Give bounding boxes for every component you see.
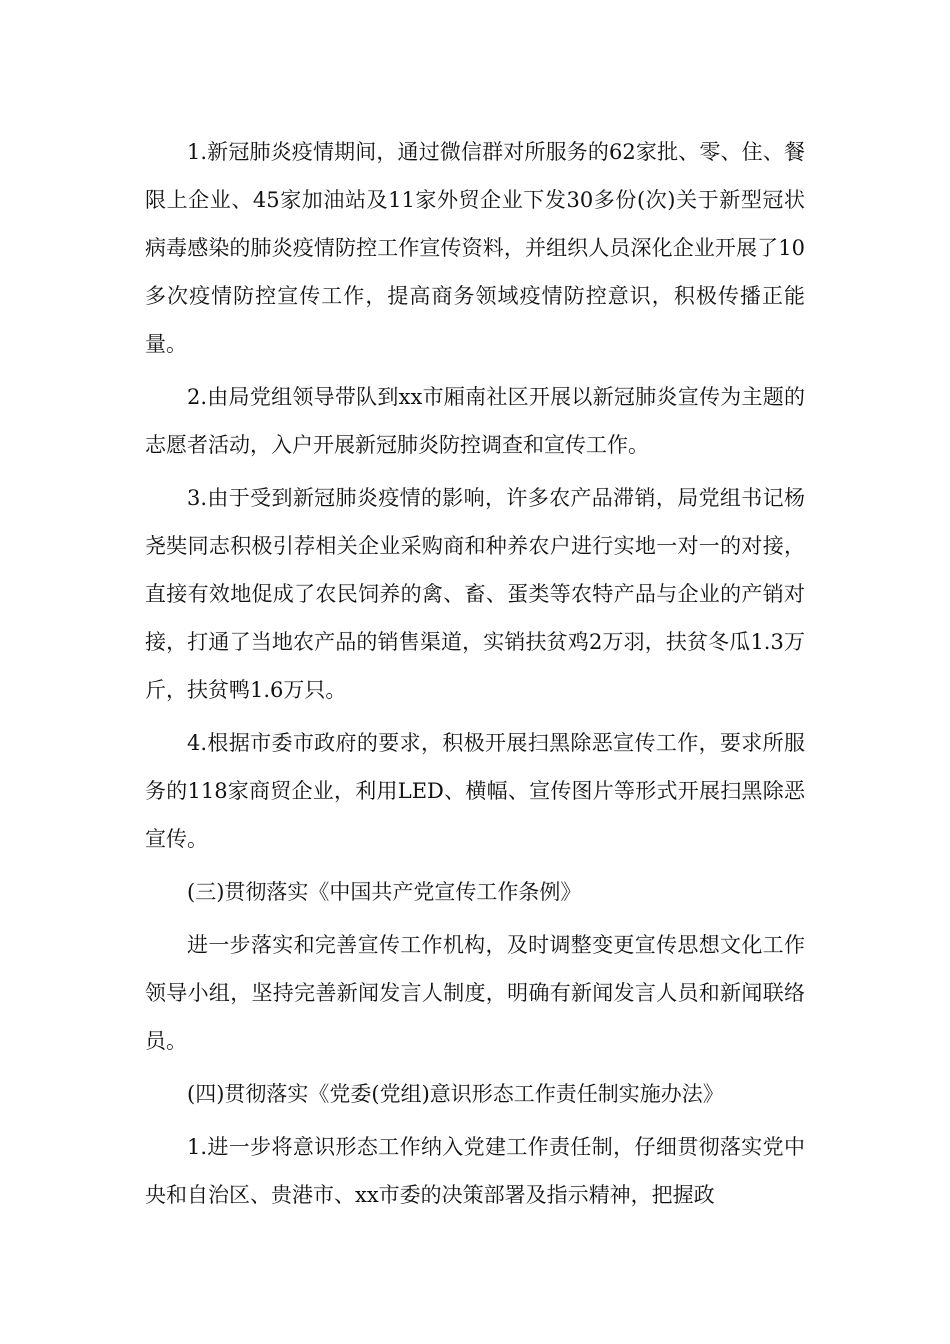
paragraph-1: 1.新冠肺炎疫情期间，通过微信群对所服务的62家批、零、住、餐限上企业、45家加油站及11家外贸企业下发30多份(次)关于新型冠状病毒感染的肺炎疫情防控工作宣传资料，并组织人员深化企业开展了10多次疫情防控宣传工作，提高商务领域疫情防控意识，积极传播正能量。 [145,140,805,356]
document-body [145,128,805,1224]
paragraph-5: 进一步落实和完善宣传工作机构，及时调整变更宣传思想文化工作领导小组，坚持完善新闻发言人制度，明确有新闻发言人员和新闻联络员。 [145,933,805,1053]
paragraph-6: 1.进一步将意识形态工作纳入党建工作责任制，仔细贯彻落实党中央和自治区、贵港市、xx市委的决策部署及指示精神，把握政 [145,1135,805,1207]
section-heading-3: (三)贯彻落实《中国共产党宣传工作条例》 [187,880,582,904]
paragraph-2: 2.由局党组领导带队到xx市厢南社区开展以新冠肺炎宣传为主题的志愿者活动，入户开展新冠肺炎防控调查和宣传工作。 [145,385,805,457]
paragraph-3: 3.由于受到新冠肺炎疫情的影响，许多农产品滞销，局党组书记杨尧奘同志积极引荐相关企业采购商和种养农户进行实地一对一的对接，直接有效地促成了农民饲养的禽、畜、蛋类等农特产品与企业的产销对接，打通了当地农产品的销售渠道，实销扶贫鸡2万羽，扶贫冬瓜1.3万斤，扶贫鸭1.6万只。 [145,486,805,702]
paragraph-4: 4.根据市委市政府的要求，积极开展扫黑除恶宣传工作，要求所服务的118家商贸企业，利用LED、横幅、宣传图片等形式开展扫黑除恶宣传。 [145,731,805,851]
section-heading-4: (四)贯彻落实《党委(党组)意识形态工作责任制实施办法》 [187,1082,724,1106]
